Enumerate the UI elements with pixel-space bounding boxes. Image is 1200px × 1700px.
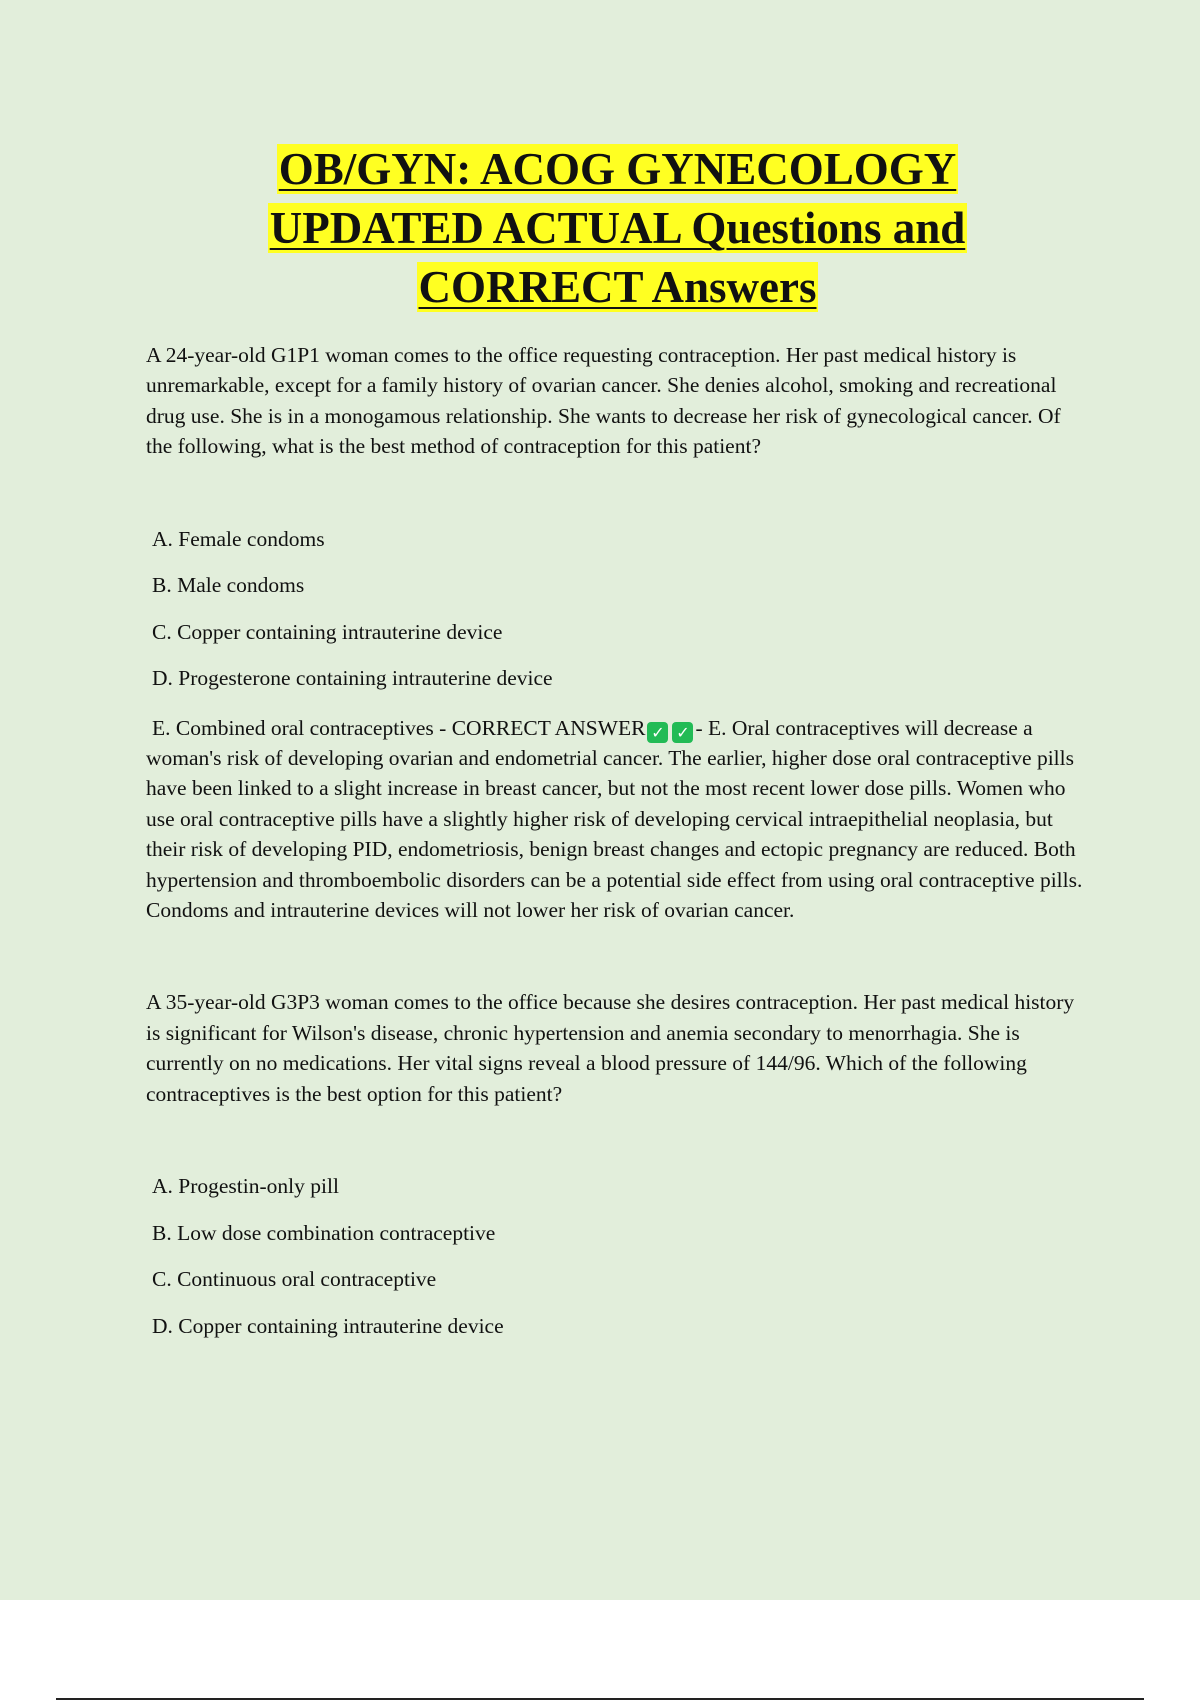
option-a: A. Female condoms [152, 526, 325, 551]
document-title [120, 140, 1115, 317]
title-line: UPDATED ACTUAL Questions and [269, 203, 966, 253]
answer-options [146, 1171, 1091, 1357]
question-stem: A 35-year-old G3P3 woman comes to the office because she desires contraception. Her past medical history is significant for Wilson's disease, chronic hypertension and anemia secondary to menorrhagia. She is currently on no medications. Her vital signs reveal a blood pressure of 144/96. Which of the following contraceptives is the best option for this patient? [146, 990, 1075, 1106]
option-d: D. Copper containing intrauterine device [152, 1313, 504, 1338]
option-b: B. Male condoms [152, 573, 305, 598]
question-2 [146, 987, 1091, 1357]
option-d: D. Progesterone containing intrauterine device [152, 666, 553, 691]
option-b: B. Low dose combination contraceptive [152, 1220, 496, 1245]
option-a: A. Progestin-only pill [152, 1174, 339, 1199]
white-check-mark-icon: ✓ [647, 722, 668, 743]
option-c: C. Copper containing intrauterine device [152, 619, 503, 644]
answer-text: - E. Oral contraceptives will decrease a woman's risk of developing ovarian and endometrial cancer. The earlier, higher dose oral contraceptive pills have been linked to a slight increase in breast cancer, but not the most recent lower dose pills. Women who use oral contraceptive pills have a slightly higher risk of developing cervical intraepithelial neoplasia, but their risk of developing PID, endometriosis, benign breast changes and ectopic pregnancy are reduced. Both hypertension and thromboembolic disorders can be a potential side effect from using oral contraceptive pills. Condoms and intrauterine devices will not lower her risk of ovarian cancer. [146, 715, 1083, 923]
document-body [146, 340, 1091, 1357]
option-c: C. Continuous oral contraceptive [152, 1267, 437, 1292]
answer-lead: E. Combined oral contraceptives - CORRECT ANSWER [152, 715, 646, 740]
correct-answer-explanation [146, 713, 1091, 926]
white-check-mark-icon: ✓ [672, 722, 693, 743]
question-stem: A 24-year-old G1P1 woman comes to the office requesting contraception. Her past medical history is unremarkable, except for a family history of ovarian cancer. She denies alcohol, smoking and recreational drug use. She is in a monogamous relationship. She wants to decrease her risk of gynecological cancer. Of the following, what is the best method of contraception for this patient? [146, 343, 1061, 459]
title-line: CORRECT Answers [418, 262, 817, 312]
title-line: OB/GYN: ACOG GYNECOLOGY [278, 144, 957, 194]
question-1 [146, 340, 1091, 925]
answer-options [146, 524, 1091, 710]
